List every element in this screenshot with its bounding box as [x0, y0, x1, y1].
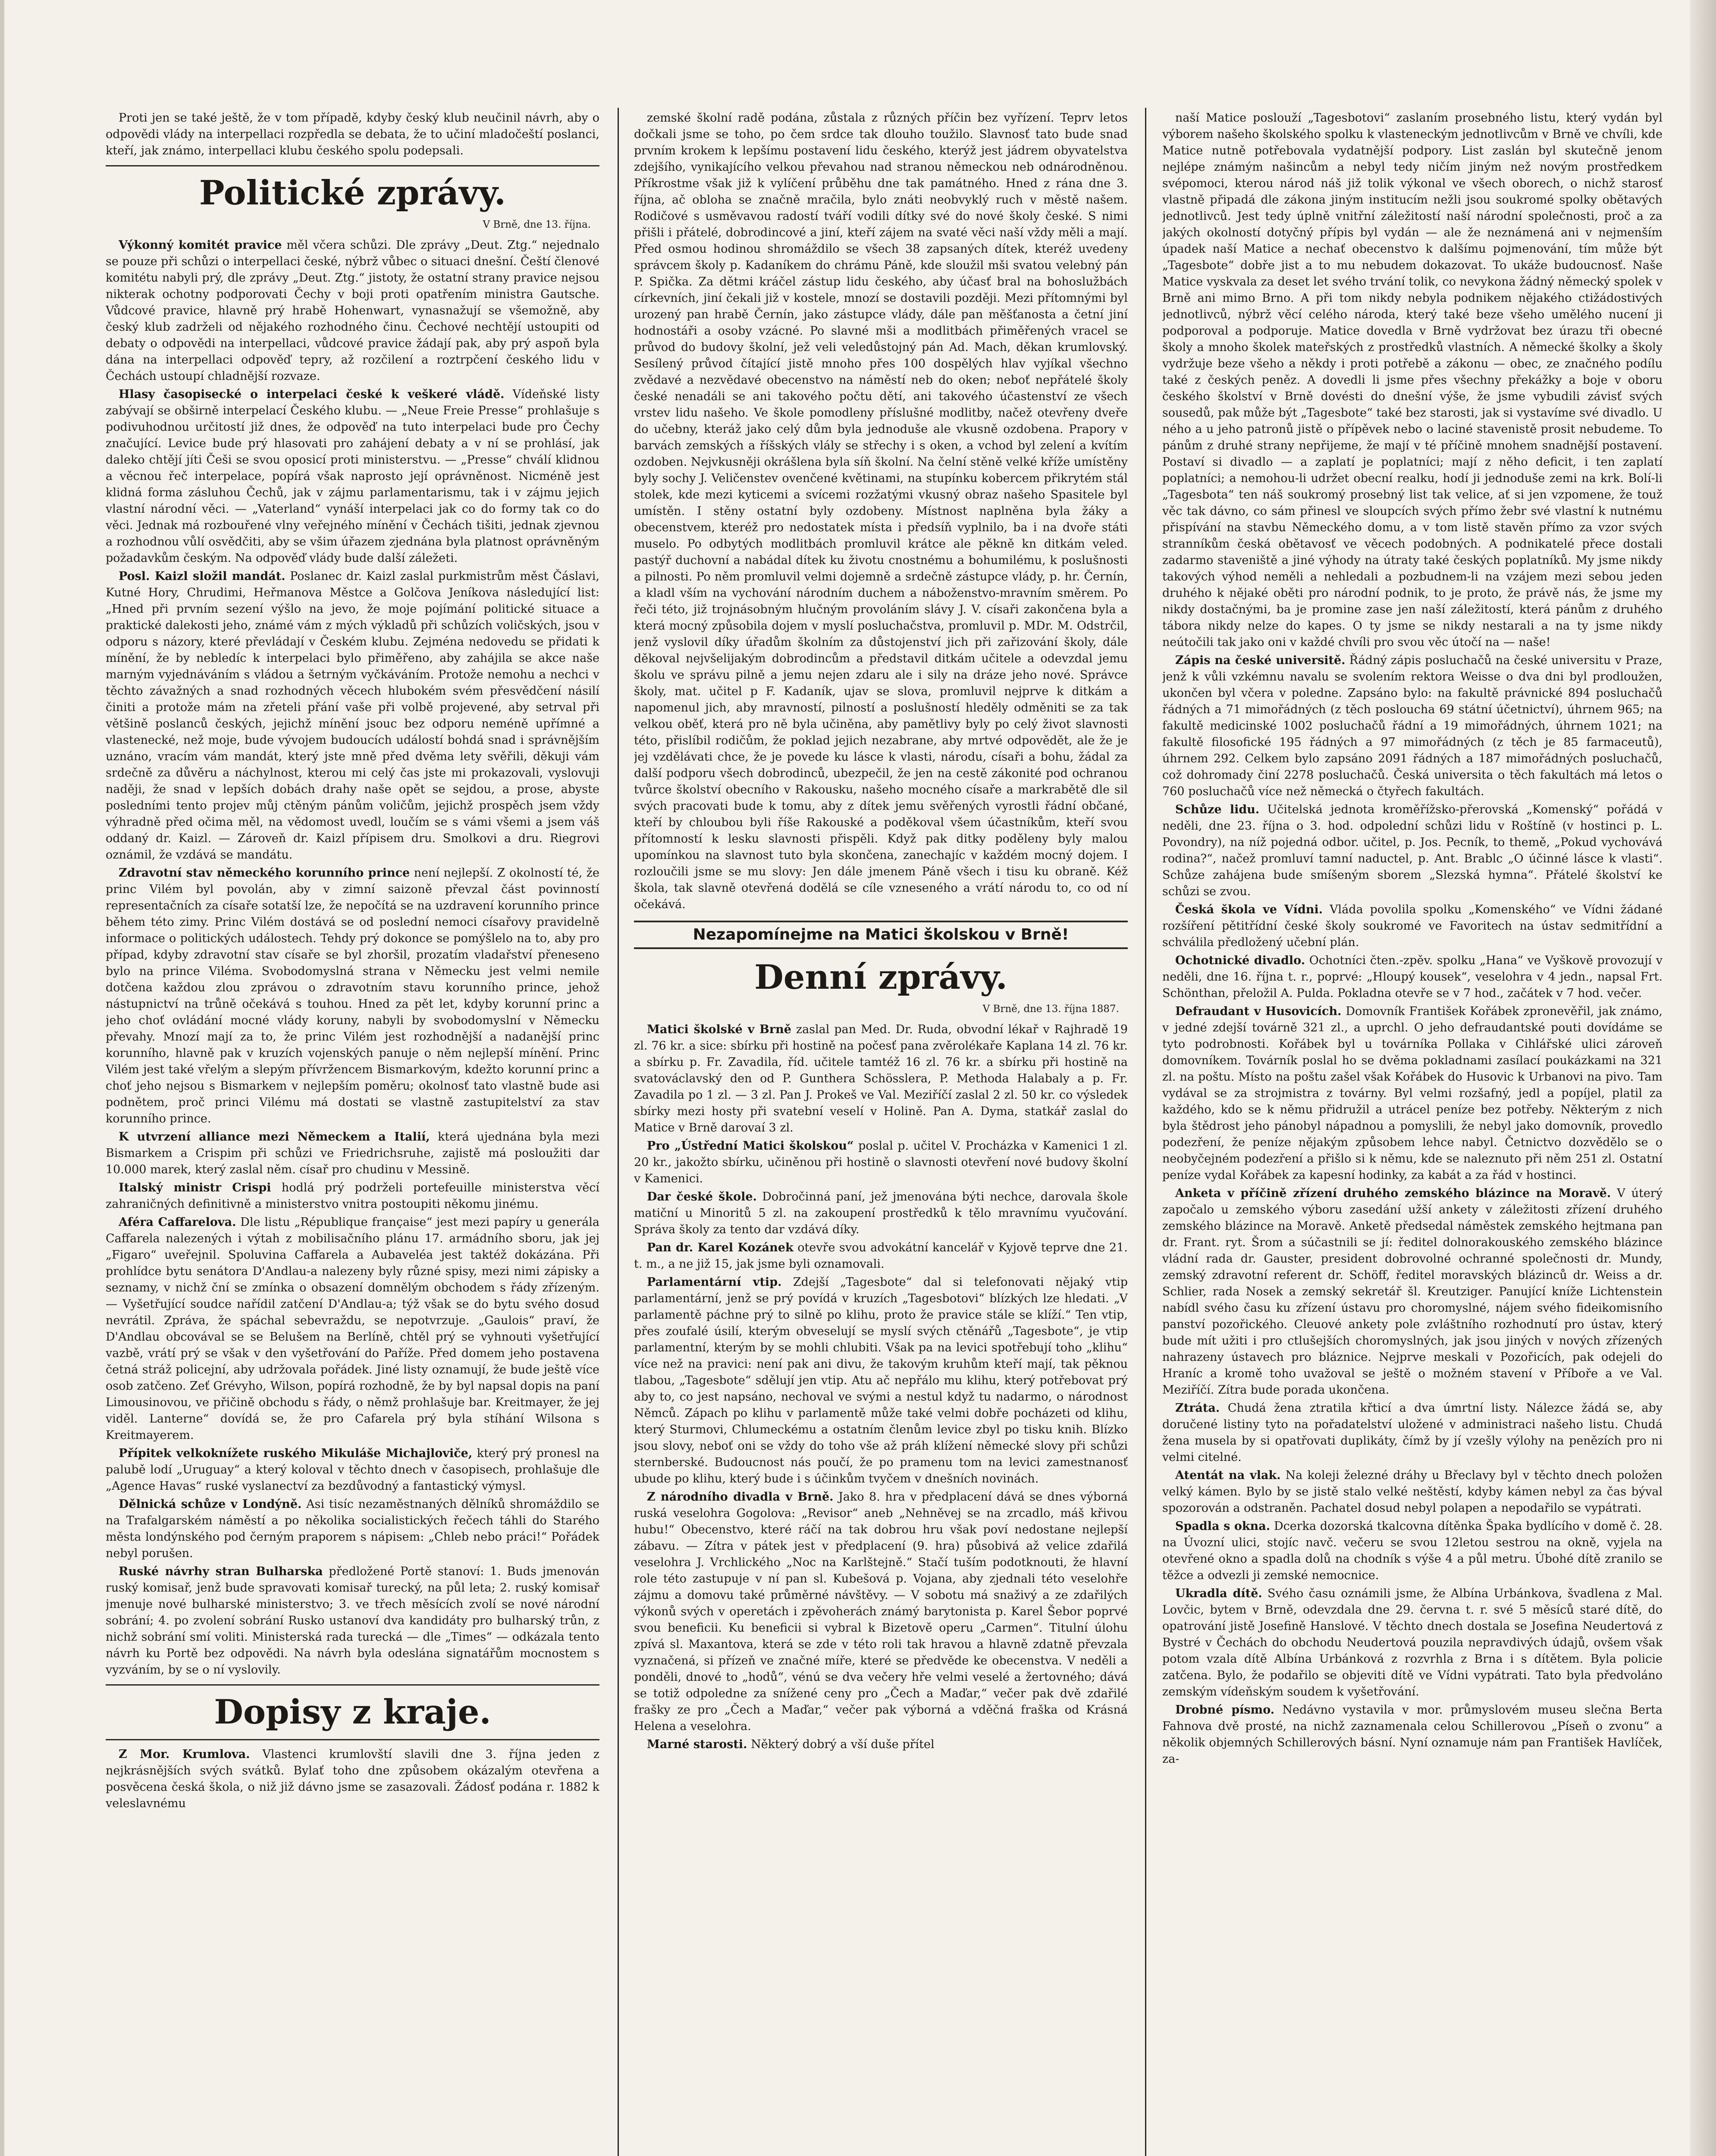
intro-paragraph: Proti jen se také ještě, že v tom případě, kdyby český klub neučinil návrh, aby o odpovědi vlády na interpellaci rozpředla se debata, že to učiní mladočeští poslanci, kteří, jak známo, interpellaci klubu českého spolu podepsali. — [106, 111, 599, 157]
article-headline: Zdravotní stav německého korunního prince — [119, 866, 410, 880]
article-body: Poslanec dr. Kaizl zaslal purkmistrům měst Čáslavi, Kutné Hory, Chrudimi, Heřmanova Městce a Golčova Jeníkova následující list: „Hned při prvním sezení výšlo na jevo, že moje pojímání politické situace a praktické dalekosti jeho, známé vám z mých výkladů při schůzích voličských, jsou v odporu s názory, které převládají v Českém klubu. Zejména nedovedu se přidati k mínění, že by nebledíc k interpelaci bylo přiměřeno, aby zahájila se akce naše marným vyjednáváním s vládou a šetrným vyčkáváním. Protože nemohu a nechci v těchto závažných a snad rozhodných věcech hlubokém svém přesvědčení násilí činiti a protože mám na zřeteli přání vaše při volbě projevené, aby setrval při většině poslanců českých, jejichž mínění jsouc bez odporu neméně upřímné a vlastenecké, než moje, bude vývojem budoucích událostí bohdá snad i správnějším uznáno, vracím vám mandát, který jste mně před dvěma lety svěřili, děkuji vám srdečně za důvěru a náchylnost, kterou mi celý čas jste mi prokazovali, vyslovuji naději, že snad v lepších dobách drahy naše opět se sejdou, a prose, abyste posledními tento projev můj ctěným pánům voličům, jejichž prospěch jsem vždy výhradně před očima měl, na vědomost uvedl, loučím se s vámi všemi a jsem váš oddaný dr. Kaizl. — Zároveň dr. Kaizl přípisem dru. Smolkovi a dru. Riegrovi oznámil, že vzdává se mandátu. — [106, 570, 599, 862]
section-title-political: Politické zprávy. — [199, 173, 506, 213]
article — [1162, 902, 1663, 951]
article-body: Vlastenci krumlovští slavili dne 3. října jeden z nejkrásnějších svých svátků. Bylať toho dne způsobem okázalým otevřena a posvěcena česká škola, o niž již dávno jsme se zasazovali. Žádosť podána r. 1882 k veleslavnému — [106, 1748, 599, 1810]
article-body: Řádný zápis posluchačů na české universitu v Praze, jenž k vůli vzkémnu navalu se svolením rektora Weisse o dva dni byl prodloužen, ukončen byl včera v poledne. Zapsáno bylo: na fakultě právnické 894 posluchačů řádných a 71 mimořádných (z těch posloucha 69 státní účetnictví), úhrnem 965; na fakultě medicinské 1002 posluchačů řádní a 19 mimořádných, úhrnem 1021; na fakultě filosofické 195 řádných a 97 mimořádných (z těch je 85 farmaceutů), úhrnem 292. Celkem bylo zapsáno 2091 řádných a 187 mimořádných posluchačů, což dohromady činí 2278 posluchačů. Česká universita o těch fakultách má letos o 760 posluchačů více než německá o čtyřech fakultách. — [1162, 654, 1663, 798]
article — [106, 386, 599, 567]
article-headline: Ochotnické divadlo. — [1175, 954, 1305, 967]
article-headline: Ruské návrhy stran Bulharska — [119, 1565, 323, 1578]
article — [106, 865, 599, 1127]
article-body: otevře svou advokátní kancelář v Kyjově teprve dne 21. t. m., a ne již 15, jak jsme byli oznamovali. — [634, 1241, 1128, 1271]
article — [634, 1489, 1128, 1735]
article-body: která ujednána byla mezi Bismarkem a Crispim při schůzi ve Friedrichsruhe, zajistě má posloužiti dar 10.000 marek, který zaslal něm. císař pro chudinu v Messině. — [106, 1130, 599, 1176]
article-headline: Z národního divadla v Brně. — [647, 1490, 834, 1504]
article-headline: Marné starosti. — [647, 1738, 747, 1751]
article-headline: Posl. Kaizl složil mandát. — [119, 570, 285, 583]
article-headline: Parlamentární vtip. — [647, 1275, 782, 1289]
article-headline: Hlasy časopisecké o interpelaci české k veškeré vládě. — [119, 388, 505, 401]
article-headline: Pro „Ústřední Matici školskou“ — [647, 1139, 854, 1153]
article-body: poslal p. učitel V. Procházka v Kamenici 1 zl. 20 kr., jakožto sbírku, učiněnou při hostině o slavnosti otevření nové budovy školní v Kamenici. — [634, 1139, 1128, 1185]
column-rule-2 — [1145, 108, 1146, 2156]
article — [634, 1240, 1128, 1272]
article-body: který prý pronesl na palubě lodí „Uruguay“ a který koloval v těchto dnech v časopisech, prohlašuje dle „Agence Havas“ ruské vyslanectví za bezdůvodný a fantastický výmysl. — [106, 1447, 599, 1493]
article-body: Nedávno vystavila v mor. průmyslovém museu slečna Berta Fahnova dvě prosté, na nichž zaznamenala celou Schillerovou „Píseň o zvonu“ a několik objemných Schillerových básní. Nyní oznamuje nám pan František Havlíček, za- — [1162, 1703, 1663, 1766]
page-edge-right — [1690, 0, 1716, 2156]
article — [1162, 1003, 1663, 1184]
article-headline: Ztráta. — [1175, 1401, 1220, 1415]
article-headline: Drobné písmo. — [1175, 1703, 1275, 1717]
article — [1162, 1467, 1663, 1517]
article-headline: K utvrzení alliance mezi Německem a Italií, — [119, 1130, 430, 1144]
article-headline: Defraudant v Husovicích. — [1175, 1005, 1342, 1018]
article-body: Zdejší „Tagesbote“ dal si telefonovati nějaký vtip parlamentární, jenž se prý povídá v kruzích „Tagesbotovi“ blízkých lze hledati. „V parlamentě páchne prý to silně po klihu, proto že pravice stále se klíží.“ Ten vtip, přes zoufalé úsilí, kterým obveselují se myslí svých ctěnářů „Tagesbote“, je vtip parlamentní, kterým by se mohli chlubiti. Však pa na levici spotřebují toho „klihu“ více než na pravici: není pak ani divu, že takovým kruhům kteří mají, tak pěknou tlabou, „Tagesbote“ sdělují jen vtip. Atu ač nepřálo mu klihu, který potřebovat prý aby to, co jest napsáno, nechoval ve svými a nestul když tu nadarmo, o národnost Němců. Zápach po klihu v parlamentě může také velmi dobře pocházeti od klihu, který Sturmovi, Chlumeckému a ostatním členům levice zbyl po tisku knih. Blízko jsou slovy, neboť oni se vždy do toho vše až práh klížení německé slovy při schůzi sternberské. Budoucnost nás poučí, že po pramenu tom na levici zamestnanosť ubude po klihu, který bude i s účinkům tvyčem v dnešních novinách. — [634, 1275, 1128, 1485]
article — [634, 1138, 1128, 1187]
section-divider — [106, 1739, 599, 1740]
article-body: Vláda povolila spolku „Komenského“ ve Vídni žádané rozšíření pětitřídní české školy soukromé ve Favoritech na ústav sedmitřídní a schválila předložený učební plán. — [1162, 903, 1663, 949]
section-divider — [106, 1684, 599, 1686]
article-headline: Dělnická schůze v Londýně. — [119, 1498, 302, 1511]
article-headline: Italský ministr Crispi — [119, 1181, 271, 1194]
article-continuation: zemské školní radě podána, zůstala z různých příčin bez vyřízení. Teprv letos dočkali jsme se toho, po čem srdce tak dlouho toužilo. Slavnosť tato bude snad prvním krokem k lepšímu postavení lidu českého, kterýž jest jádrem obyvatelstva zdejšího, vynikajícího velkou převahou nad stranou německou neb odnárodněnou. Příkrostme však již k vylíčení průběhu dne tak památného. Hned z rána dne 3. října, ač obloha se značně mračila, bylo znáti neobvyklý ruch v městě našem. Rodičové s usměvavou radostí tváří vodili dítky své do nové školy české. S nimi přišli i přátelé, dobrodincové a jiní, kteří zájem na svaté věci naší vždy měli a mají. Před osmou hodinou shromáždilo se všech 38 zapsaných dítek, kteréž uvedeny správcem školy p. Kadaníkem do chrámu Páně, kde sloužil mši svatou velebný pán P. Spička. Za dětmi kráčel zástup lidu českého, aby účasť bral na bohoslužbách církevních, jiní čekali již v kostele, mnozí se dostavili později. Mezi přítomnými byl urozený pan hrabě Černín, jako zástupce vlády, dále pan měšťanosta a četní jiní hodnostáři a osoby vzácné. Po slavné mši a modlitbách přiměřených vracel se průvod do budovy školní, jež veli veledůstojný pán Ad. Mach, děkan krumlovský. Sesílený průvod čítající jistě mnoho přes 100 dospělých hlav vyjíkal všechno zvědavé a nezvědavé obecenstvo na náměstí neb do oken; neboť nepřátelé školy české nenadáli se ani takového počtu dětí, ani takového účastenství ze všech vrstev lidu našeho. Ve škole pomodleny příslušné modlitby, načež otevřeny dveře do učebny, kteráž jako celý dům byla jednoduše ale vkusně ozdobena. Prapory v barvách zemských a říšských vlály se střechy i s oken, a vchod byl zelení a kvítím ozdoben. Nejvkusněji okrášlena byla síň školní. Na čelní stěně velké kříže umístěny byly sochy J. Veličenstev ovenčené květinami, na stupínku kobercem přikrytém stál stolek, kde mezi kyticemi a svícemi rozžatými vkusný obraz našeho Spasitele byl umístěn. I stěny ostatní byly ozdobeny. Místnost naplněna byla žáky a obecenstvem, kteréž pro nedostatek místa i předsíň vyplnilo, ba i na dvoře státi muselo. Po odbytých modlitbách promluvil krátce ale pěkně kn ditkám veled. pastýř duchovní a nabádal dítek ku životu cnostnému a bohumilému, k poslušnosti a pilnosti. Po něm promluvil velmi dojemně a srdečně zástupce vlády, p. hr. Černín, a kladl vším na vychování národním duchem a náboženstvo-mravním směrem. Po řeči této, již trojnásobným hlučným provoláním slávy J. V. císaři zakončena byla a která mocný způsobila dojem v myslí posluchačstva, promluvil p. MDr. M. Odstrčil, jenž vyslovil díky úřadům školním za důstojenství jich při zařizování školy, dále děkoval nejvšelijakým dobrodincům a představil ditkám učitele a odevzdal jemu školu ve správu pilně a jemu nejen zdaru ale i sily na dráze jeho nové. Správce školy, mat. učitel p F. Kadaník, ujav se slova, promluvil nejprve k ditkám a napomenul jich, aby mravností, pilností a poslušností hleděly odměniti se za tak velkou oběť, která pro ně byla učiněna, aby pamětlivy byly po celý život slavnosti této, přislíbil rodičům, že poklad jejich nezabrane, aby mrtvé odpovědět, ale že je jej vzdělávati chce, že je povede ku lásce k vlasti, národu, císaři a bohu, žádal za další podporu všech dobrodinců, ubezpečil, že jen na cestě zákonité pod ochranou tvůrce školství obecního v Rakousku, našeho mocného císaře a markrabětě dle sil svých pracovati bude k tomu, aby z dítek jemu svěřených vyrostli řádní občané, kteří by chloubou byli říše Rakouské a poděkoval všem účastníkům, kteří svou přítomností k lesku slavnosti přispěli. Když pak ditky poděleny byly malou upomínkou na slavnost tuto byla skončena, zanechajíc v každém mocný dojem. I rozloučili jsme se mu slovy: Jen dále jmenem Páně všech i tisu ku obraně. Kéž škola, tak slavně otevřená dodělá se cíle vzneseného a vrátí národu to, co od ní očekává. — [634, 111, 1128, 911]
article — [1162, 802, 1663, 900]
article-headline: Zápis na české universitě. — [1175, 654, 1346, 667]
article-body: předložené Portě stanoví: 1. Buds jmenován ruský komisař, jenž bude spravovati komisař turecký, na půl leta; 2. ruský komisař jmenuje nové bulharské ministerstvo; 3. ve třech měsících zvolí se nové národní sobrání; 4. po zvolení sobrání Rusko ustanoví dva kandidáty pro bulharský trůn, z nichž sobrání smí voliti. Ministerská rada turecká — dle „Times“ — odkázala tento návrh ku Portě bez odpovědi. Na návrh byla odeslána signatářům mocnostem s vyzváním, by se o ní vyslovily. — [106, 1565, 599, 1677]
article-body: Jako 8. hra v předplacení dává se dnes výborná ruská veselohra Gogolova: „Revisor“ aneb „Nehněvej se na zrcadlo, máš křivou hubu!“ Obecenstvo, které ráčí na tak dobrou hru však poví nedostane nejlepší zábavu. — Zítra v pátek jest v předplacení (9. hra) působivá až velice zdařilá veselohra J. Vrchlického „Noc na Karlštejně.“ Stačí tuším podotknouti, že hlavní role této zastupuje v ní pan sl. Kubešová p. Vojana, aby zjednali této veselohře zájmu a domovu také průměrné návštěvy. — V sobotu má snaživý a ze zdařilých výkonů svých v operetách i zpěvoherách známý barytonista p. Karel Šebor poprvé svou beneficii. Ku beneficii si vybral k Bizetově operu „Carmen“. Titulní úlohu zpívá sl. Maxantova, která se zde v této roli tak hravou a hlavně zdatně převzala vyznačená, si přízeň ve značné míře, které se předvěde ke obecenstva. V neděli a ponděli, dnové to „hodů“, vénú se dva večery hře velmi veselé a žertovného; dává se totiž odpoledne za snížené ceny pro „Čech a Maďar,“ večer pak dvě zdařilé frašky ze pro „Čech a Maďar,“ večer pak výborná a vděčná fraška od Krásná Helena a veselohra. — [634, 1490, 1128, 1733]
article-body: Chudá žena ztratila křticí a dva úmrtní listy. Nálezce žádá se, aby doručené listiny tyto na pořadatelství uložené v administraci našeho listu. Chudá žena musela by si opatřovati duplikáty, čímž by jí vzešly výlohy na penězích pro ni velmi citelné. — [1162, 1401, 1663, 1464]
article-headline: Matici školské v Brně — [647, 1023, 791, 1036]
article-headline: Anketa v příčině zřízení druhého zemského blázince na Moravě. — [1175, 1187, 1611, 1200]
article-body: Asi tisíc nezaměstnaných dělníků shromáždilo se na Trafalgarském náměstí a po několika socialistických řečech táhli do Starého města londýnského pod černým praporem s nápisem: „Chleb nebo práci!“ Pořádek nebyl porušen. — [106, 1498, 599, 1560]
article — [634, 1736, 1128, 1753]
article — [1162, 652, 1663, 800]
article-body: hodlá prý podrželi portefeuille ministerstva věcí zahraničných definitivně a ministerstvo vnitra postoupiti někomu jinému. — [106, 1181, 599, 1211]
article — [106, 1746, 599, 1812]
article-body: měl včera schůzi. Dle zprávy „Deut. Ztg.“ nejednalo se pouze při schůzi o interpellaci české, nýbrž vůbec o situaci dnešní. Čeští členové komitétu nabyli prý, dle zprávy „Deut. Ztg.“ jistoty, že ostatní strany pravice nejsou nikterak ochotny podporovati Čechy v boji proti opatřením ministra Gautsche. Vůdcové pravice, hlavně prý hrabě Hohenwart, vynasnažují se všemožně, aby český klub zadrželi od nějakého rozhodného činu. Čechové nechtějí ustoupiti od debaty o odpovědi na interpellaci, vůdcové pravice žádají pak, aby prý aspoň byla dána na interpellaci odpověď tepry, až rozčilení a roztrpčení českého lidu v Čechách ustoupí chladnější rozvaze. — [106, 238, 599, 383]
section-title-letters: Dopisy z kraje. — [214, 1692, 491, 1732]
article-continuation: naší Matice poslouží „Tagesbotovi“ zaslaním prosebného listu, který vydán byl výborem našeho školského spolku k vlasteneckým jednotlivcům v Brně ve chvíli, kde Matice nutně potřebovala vydatnější podpory. List zaslán byl skutečně jenom nejlépe známým našincům a nebyl tedy ničím jiným než novým prostředkem svépomoci, kterou národ náš již tolik výkonal ve všech oborech, o nichž starosť vlastně připadá dle zákona jiným institucím nežli jsou soukromé spolky obětavých jednotlivců. Jest tedy úplně vnitřní záležitostí naší národní společnosti, proč a za jakých okolností dotyčný přípis byl vydán — ale že neznámená ani v nejmenším úpadek naší Matice a nechať obecenstvo k dalšímu pojmenování, tím může být „Tagesbote“ dobře jist a to mu nebudem dokazovat. To ukáže budoucnosť. Naše Matice vyskvala za deset let svého trvání tolik, co nevykona žádný německý spolek v Brně ani mimo Brno. A při tom nikdy nebyla podnikem nějakého ctižádostivých jednotlivců, nýbrž věcí celého národa, který také beze všeho umělého nucení ji podporoval a podporuje. Matice dovedla v Brně vydržovat bez úrazu tři obecné školy a mnoho školek mateřských z prostředků vlastních. A německé školky a školy vydržuje beze všeho a někdy i proti potřebě a zákonu — obec, ze značného podílu také z českých peněz. A dovedli li jsme přes všechny překážky a boje v oboru českého školství v Brně dovésti do dnešní výše, že jsme vybudili závisť svých sousedů, pak může být „Tagesbote“ také bez starosti, jak si vystavíme své divadlo. U ného a u jeho patronů jistě o přípěvek nebo o laciné stavenistě prosit nebudeme. To pánům z druhé strany nepřijeme, že mají v té příčině mnohem snadnější postavení. Postaví si divadlo — a zaplatí je poplatníci; mají z něho deficit, i ten zaplatí poplatníci; a nemohou-li udržet obecní realku, hodí ji jednoduše zemi na krk. Bolí-li „Tagesbota“ ten náš soukromý prosebný list tak velice, ať si jen vzpomene, že touž věc tak dávno, co sám přinesl ve sloupcích svých přímo žebr své vlastní k nutnému přispívání na stavbu Německého domu, a v tom listě stavěn přímo za vzor svých stranníkům česká obětavosť ve věcech podobných. A podnikatelé přece dostali zadarmo staveniště a jiné výhody na útraty také českých poplatníků. My jsme nikdy takových výhod neměli a nehledali a pozbudnem-li na vzájem mezi sebou jeden druhého k nějaké oběti pro národní podnik, to je proto, že právě nás, že jsme my nikdy dostačnými, ba je promine zase jen naší záležitostí, která pánům z druhého tábora nikdy nelze do kapes. O ty jsme se nikdy nestarali a na ty jsme nikdy neútočili tak jako oni v každé chvíli pro svou věc útočí na — naše! — [1162, 111, 1663, 649]
article — [106, 568, 599, 863]
article-headline: Z Mor. Krumlova. — [119, 1748, 250, 1761]
article-body: Dcerka dozorská tkalcovna dítěnka Špaka bydlícího v domě č. 28. na Úvozní ulici, stojíc navč. večeru se svou 12letou sestrou na okně, vyjela na otevřené okno a spadla dolů na chodník s výše 4 a půl metru. Úbohé dítě zranilo se těžce a odvezli ji zemské nemocnice. — [1162, 1520, 1663, 1582]
article-headline: Pan dr. Karel Kozánek — [647, 1241, 794, 1254]
dateline: V Brně, dne 13. října. — [483, 219, 591, 230]
article — [106, 1564, 599, 1678]
column-middle — [634, 110, 1128, 2156]
article-headline: Spadla s okna. — [1175, 1520, 1271, 1533]
article — [1162, 1400, 1663, 1466]
matice-banner: Nezapomínejme na Matici školskou v Brně! — [634, 921, 1128, 949]
section-divider — [106, 165, 599, 166]
article-headline: Přípitek velkoknížete ruského Mikuláše Michajloviče, — [119, 1447, 473, 1460]
article — [1162, 1702, 1663, 1767]
page-edge-left — [0, 0, 4, 2156]
article-headline: Schůze lidu. — [1175, 803, 1260, 816]
article — [634, 1189, 1128, 1238]
column-left — [106, 110, 599, 2156]
article-headline: Dar české škole. — [647, 1190, 757, 1203]
article — [106, 1496, 599, 1562]
article — [1162, 953, 1663, 1002]
article-body: Učitelská jednota kroměřížsko-přerovská „Komenský“ pořádá v neděli, dne 23. října o 3. hod. odpolední schůzi lidu v Roštíně (v hostinci p. L. Povondry), na níž pojedná odbor. učitel, p. Jos. Pecník, to themě, „Pokud vychovává rodina?“, načež promluví tamní naductel, p. Ant. Brablc „O účinné lásce k vlasti“. Schůze zahájena bude smíšeným sborem „Slezská hymna“. Přátelé školství ke schůzi se zvou. — [1162, 803, 1663, 898]
article-body: Vídeňské listy zabývají se obširně interpelací Českého klubu. — „Neue Freie Presse“ prohlašuje s podivuhodnou určitostí již dnes, že odpověď na tuto interpelaci bude pro Čechy značující. Levice bude prý hlasovati pro zahájení debaty a v ní se prohlásí, jak daleko chtějí jíti Češi se svou oposicí proti ministerstvu. — „Presse“ chválí klidnou a věcnou řeč interpelace, popírá však naprosto její oprávněnost. Nicméně jest klidná forma zásluhou Čechů, jak v zájmu parlamentarismu, tak i v zájmu jejich vlastní národní věci. — „Vaterland“ vynáší interpelaci jak co do formy tak co do věci. Jednak má rozbouřené vlny veřejného mínění v Čechách tišiti, jednak zjevnou a rozhodnou vůlí osvědčiti, aby se všim úřazem zjednána byla platnost oprávněným požadavkům českým. Na odpověď vlády bude další záležeti. — [106, 388, 599, 565]
section-title-daily-news: Denní zprávy. — [754, 958, 1007, 997]
article-headline: Atentát na vlak. — [1175, 1469, 1281, 1482]
article-body: není nejlepší. Z okolností té, že princ Vilém byl povolán, aby v zimní saizoně převzal část povinností representačních za císaře sotatší lze, že nepočítá se na uzdravení korunního prince během této zimy. Princ Vilém dostává se od poslední nemoci císařovy pravidelně informace o politických událostech. Tehdy prý dokonce se pomýšlelo na to, aby pro případ, kdyby zdravotní stav císaře se byl zhoršil, prozatím vladařství přeneseno bylo na prince Viléma. Svobodomyslná strana v Německu jest velmi nemile dotčena každou zlou zprávou o zdravotním stavu korunního prince, jehož nástupnictví na trůně očekává s touhou. Hned za pět let, kdyby korunní princ a jeho choť ovládání mocné vlády koruny, nabyli by svobodomyslní v Německu převahy. Mnozí mají za to, že princ Vilém jest rozhodnější a nadanější princ korunního, hlavně pak v kruzích vojenských panuje o něm nejlepší mínění. Princ Vilém jest také vřelým a slepým přívržencem Bismarkovým, kdežto korunní princ a choť jeho nejsou s Bismarkem v nejlepším poměru; okolnosť tato vlastně bude asi podnětem, proč princi Vilému má dostati se vlastně zastupitelství za stav korunního prince. — [106, 866, 599, 1125]
article-headline: Aféra Caffarelova. — [119, 1216, 236, 1229]
article — [106, 237, 599, 385]
article-body: Dobročinná paní, jež jmenována býti nechce, darovala škole matiční u Minoritů 5 zl. na zakoupení prostředků k tělo mravnímu vyučování. Správa školy za tento dar vzdává díky. — [634, 1190, 1128, 1236]
column-right — [1162, 110, 1663, 2156]
article-body: zaslal pan Med. Dr. Ruda, obvodní lékař v Rajhradě 19 zl. 76 kr. a sice: sbírku při hostině na počesť pana zvěrolékaře Kaplana 14 zl. 76 kr. a sbírku p. Fr. Zavadila, říd. učitele tamtéž 16 zl. 76 kr. a sbírku při hostině na svatováclavský den od P. Gunthera Schösslera, P. Methoda Halabaly a p. Fr. Zavadila po 1 zl. — 3 zl. Pan J. Prokeš ve Val. Meziříčí zaslal 2 zl. 50 kr. co výsledek sbírky mezi hosty při svatební veselí v Holině. Pan A. Dyma, statkář zaslal do Matice v Brně darovaí 3 zl. — [634, 1023, 1128, 1134]
article-body: V úterý započalo u zemského výboru zasedání užší ankety v záležitosti zřízení druhého zemského blázince na Moravě. Anketě předsedal náměstek zemského hejtmana pan dr. Frant. ryt. Šrom a súčastnili se jí: ředitel dolnorakouského zemského blázince vládní rada dr. Gauster, president dobrovolné ochranné společnosti dr. Mundy, zemský zdravotní referent dr. Schöff, ředitel moravských blázinců dr. Weiss a dr. Schlier, rada Nosek a zemský sekretář šl. Kreutziger. Panující kníže Lichtenstein nabídl svého času ku zřízení ústavu pro choromyslné, nájem svého fideikomisního panství pozořického. Cleuové ankety pole zvláštního rozhodnutí pro ústav, který bude mít užiti i pro ctlušejších choromyslných, jak jsou jiných v nových zřízených nahrazeny ústavech pro bláznice. Nejprve meskali v Pozořicích, pak odejeli do Hraníc a kromě toho uvažoval se ještě o možném stavení v Příboře a ve Val. Meziříčí. Zítra bude porada ukončena. — [1162, 1187, 1663, 1397]
article — [106, 1214, 599, 1444]
article-body: Domovník František Kořábek zpronevěřil, jak známo, v jedné zdejší továrně 321 zl., a uprchl. O jeho defraudantské pouti dovídáme se tyto podrobnosti. Kořábek byl u továrníka Pollaka v Cihlářské ulici zároveň domovníkem. Továrník poslal ho se dvěma pokladnami zasílací poukázkami na 321 zl. na poštu. Místo na poštu zašel však Kořábek do Husovic k Urbanovi na pivo. Tam vydával se za strojmistra z továrny. Byl velmi rozšafný, jedl a popíjel, platil za každého, kdo se k němu přidružil a utrácel peníze bez potřeby. Některým z nich byla štědrost jeho pánobyl nápadnou a pomyslili, že nebyl jako domovník, provedlo podezření, že peníze nějakým způsobem lehce nabyl. Četnictvo dozvědělo se o neobyčejném podezření a přišlo si k němu, kde se naleznuto při něm 251 zl. Ostatní peníze vydal Kořábek za kapesní hodinky, za kabát a za řád v hostinci. — [1162, 1005, 1663, 1182]
article-headline: Česká škola ve Vídni. — [1175, 903, 1323, 916]
article — [634, 1022, 1128, 1136]
article — [1162, 1586, 1663, 1700]
article-body: Svého času oznámili jsme, že Albína Urbánkova, švadlena z Mal. Lovčic, bytem v Brně, odevzdala dne 29. června t. r. své 5 měsíců staré dítě, do opatrování jistě Josefině Hanslové. V těchto dnech dostala se Josefina Neudertová z Bystré v Čechách do obchodu Neudertová pouzila nepravdivých údajů, ovšem však potom vzala dítě Albína Urbánková z rozvrhla z Brna i s dítětem. Byla policie zatčena. Bylo, že podařilo se objeviti dítě ve Vídni vypátrati. Tato byla předvoláno zemským vídeňským soudem k vyšetřování. — [1162, 1587, 1663, 1698]
column-rule-1 — [618, 108, 619, 2156]
article — [106, 1129, 599, 1178]
article — [1162, 1185, 1663, 1398]
article-body: Ochotníci čten.-zpěv. spolku „Hana“ ve Vyškově provozují v neděli, dne 16. října t. r., poprvé: „Hloupý kousek“, veselohra v 4 jedn., napsal Frt. Schönthan, přeložil A. Pulda. Pokladna otevře se v 7 hod., začátek v 7 hod. večer. — [1162, 954, 1663, 1000]
article-headline: Ukradla dítě. — [1175, 1587, 1262, 1600]
article-body: Dle listu „République française“ jest mezi papíry u generála Caffarela nalezených i výtah z mobilisačního plánu 17. armádního sboru, jak jej „Figaro“ uveřejnil. Spoluvina Caffarela a Aubaveléa jest taktéž dokázána. Při prohlídce bytu senátora D'Andlau-a nalezeny byly různé spisy, mezi nimi zápisky a seznamy, v nichž ční se zmínka o obsazení domnělým obchodem s řády zřízeným. — Vyšetřující soudce nařídil zatčení D'Andlau-a; týž však se do bytu svého dosud nevrátil. Zpráva, že spáchal sebevraždu, se nepotvrzuje. „Gaulois“ praví, že D'Andlau obcovával se se Belušem na Berlíně, chtěl prý se vyhnouti vyšetřující vazbě, vrátí prý se však v den vyšetřování do Paříže. Před domem jeho postavena četná stráž policejní, aby udržovala pořádek. Jiné listy oznamují, že bude ještě více osob zatčeno. Zeť Grévyho, Wilson, popírá rozhodně, že by byl napsal dopis na paní Limousinovou, ve přičině obchodu s řády, o němž prohlašuje bar. Kreitmayer, že jej viděl. Lanterne“ dovídá se, že pro Cafarela prý byla stíhání Wilsona s Kreitmayerem. — [106, 1216, 599, 1442]
article — [634, 1274, 1128, 1487]
article — [106, 1180, 599, 1213]
article — [1162, 1518, 1663, 1584]
article — [106, 1445, 599, 1495]
article-headline: Výkonný komitét pravice — [119, 238, 282, 252]
article-body: Některý dobrý a vší duše přítel — [751, 1738, 935, 1751]
dateline: V Brně, dne 13. října 1887. — [982, 1003, 1119, 1015]
article-body: Na koleji železné dráhy u Břeclavy byl v těchto dnech položen velký kámen. Bylo by se jistě stalo velké neštěstí, kdyby kámen nebyl za čas býval spozorován a odstraněn. Pachatel dosud nebyl polapen a nepodařilo se vypátrati. — [1162, 1469, 1663, 1515]
